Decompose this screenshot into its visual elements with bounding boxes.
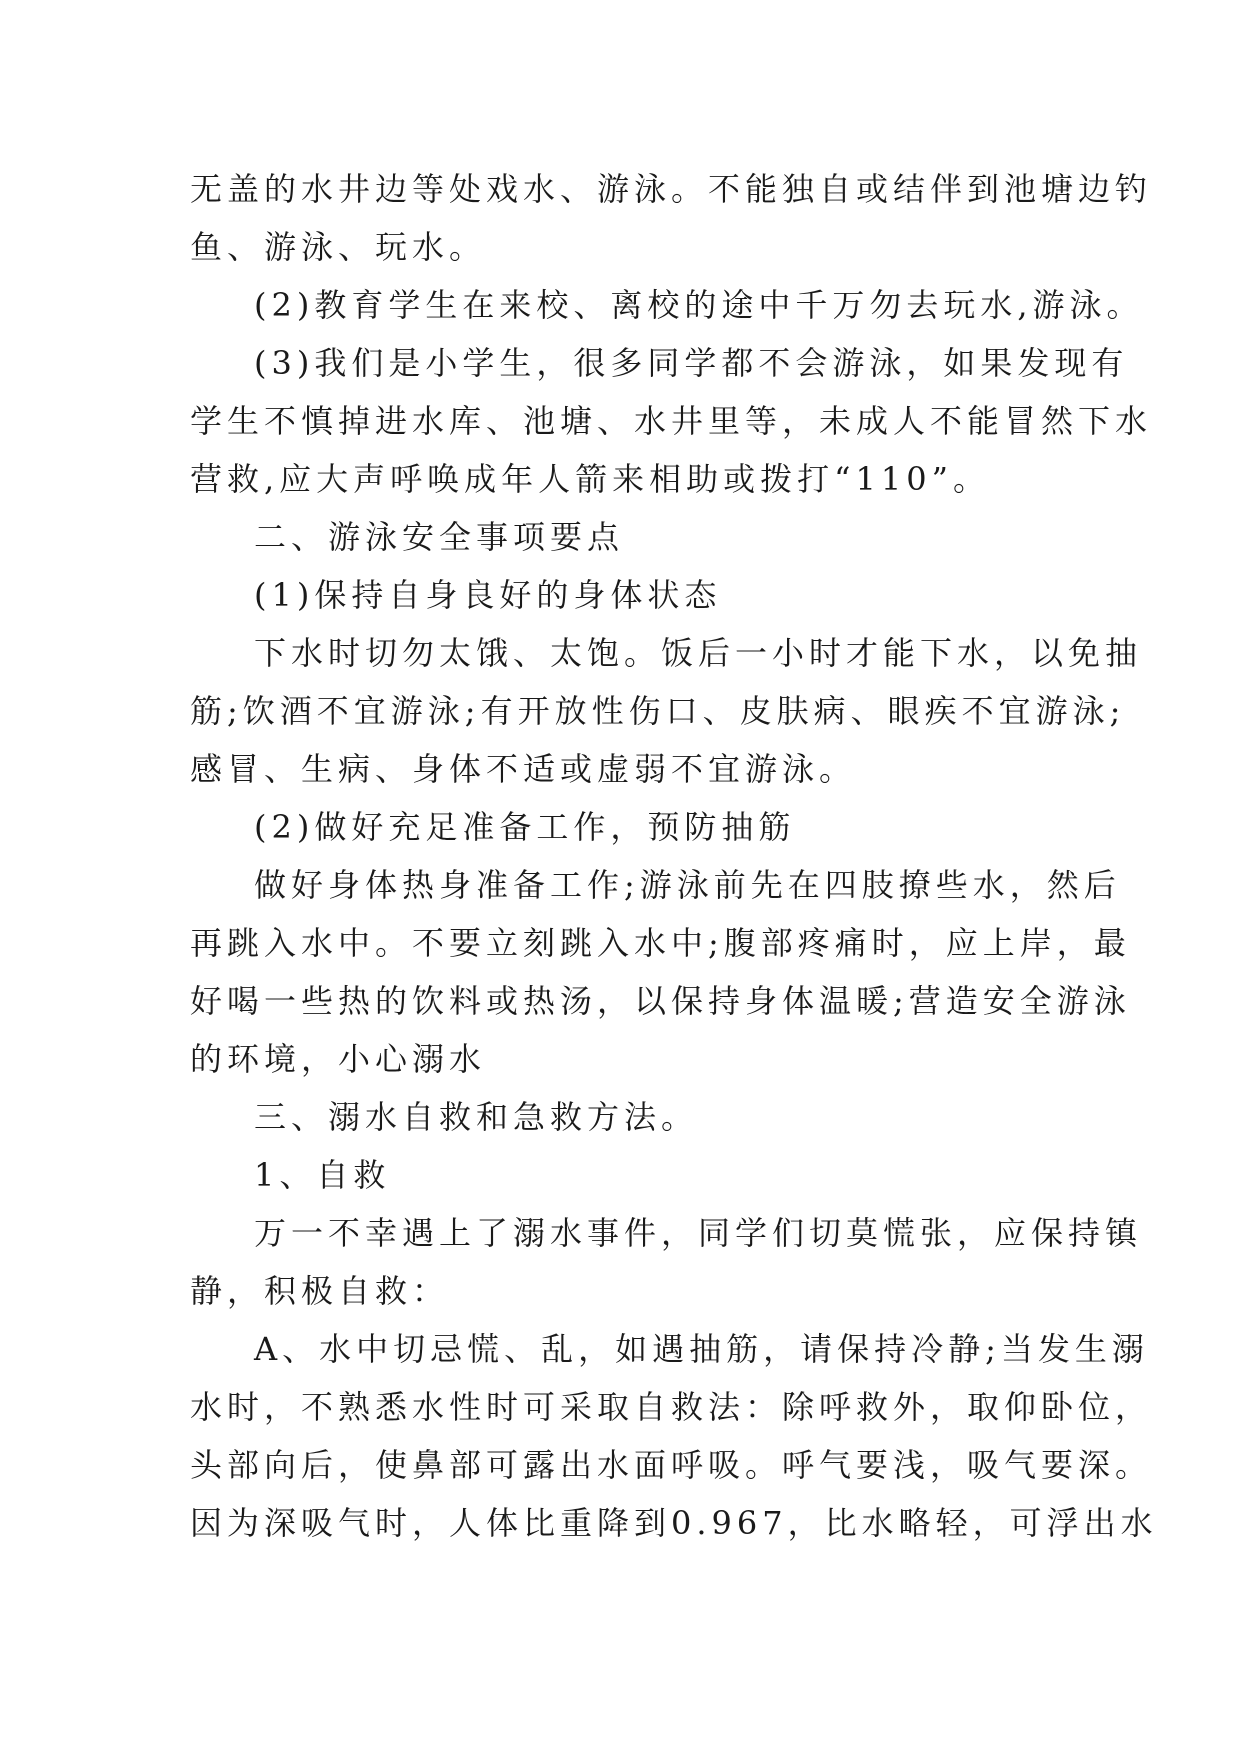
text-line: 万一不幸遇上了溺水事件，同学们切莫慌张，应保持镇 bbox=[254, 1214, 1143, 1252]
text-line: 无盖的水井边等处戏水、游泳。不能独自或结伴到池塘边钓 bbox=[190, 170, 1153, 208]
text-line: 二、游泳安全事项要点 bbox=[254, 518, 625, 556]
text-line: 因为深吸气时，人体比重降到0.967，比水略轻，可浮出水 bbox=[190, 1504, 1158, 1542]
text-line: 筋;饮酒不宜游泳;有开放性伤口、皮肤病、眼疾不宜游泳; bbox=[190, 692, 1126, 730]
text-line: 再跳入水中。不要立刻跳入水中;腹部疼痛时，应上岸，最 bbox=[190, 924, 1131, 962]
text-line: 下水时切勿太饿、太饱。饭后一小时才能下水，以免抽 bbox=[254, 634, 1143, 672]
text-line: A、水中切忌慌、乱，如遇抽筋，请保持冷静;当发生溺 bbox=[254, 1330, 1149, 1368]
text-line: 头部向后，使鼻部可露出水面呼吸。呼气要浅，吸气要深。 bbox=[190, 1446, 1153, 1484]
text-line: (1)保持自身良好的身体状态 bbox=[254, 576, 722, 614]
text-line: 学生不慎掉进水库、池塘、水井里等，未成人不能冒然下水 bbox=[190, 402, 1153, 440]
text-line: 静，积极自救： bbox=[190, 1272, 450, 1310]
document-body bbox=[190, 160, 1158, 1552]
text-line: 好喝一些热的饮料或热汤，以保持身体温暖;营造安全游泳 bbox=[190, 982, 1131, 1020]
text-line: (3)我们是小学生，很多同学都不会游泳，如果发现有 bbox=[254, 344, 1129, 382]
text-line: 营救,应大声呼唤成年人箭来相助或拨打“110”。 bbox=[190, 460, 990, 498]
text-line: 鱼、游泳、玩水。 bbox=[190, 228, 487, 266]
text-line: (2)教育学生在来校、离校的途中千万勿去玩水,游泳。 bbox=[254, 286, 1144, 324]
text-line: 做好身体热身准备工作;游泳前先在四肢撩些水，然后 bbox=[254, 866, 1121, 904]
text-line: 的环境，小心溺水 bbox=[190, 1040, 487, 1078]
text-line: 1、自救 bbox=[254, 1156, 391, 1194]
text-line: 水时，不熟悉水性时可采取自救法：除呼救外，取仰卧位， bbox=[190, 1388, 1153, 1426]
text-line: (2)做好充足准备工作，预防抽筋 bbox=[254, 808, 796, 846]
text-line: 三、溺水自救和急救方法。 bbox=[254, 1098, 699, 1136]
text-line: 感冒、生病、身体不适或虚弱不宜游泳。 bbox=[190, 750, 857, 788]
